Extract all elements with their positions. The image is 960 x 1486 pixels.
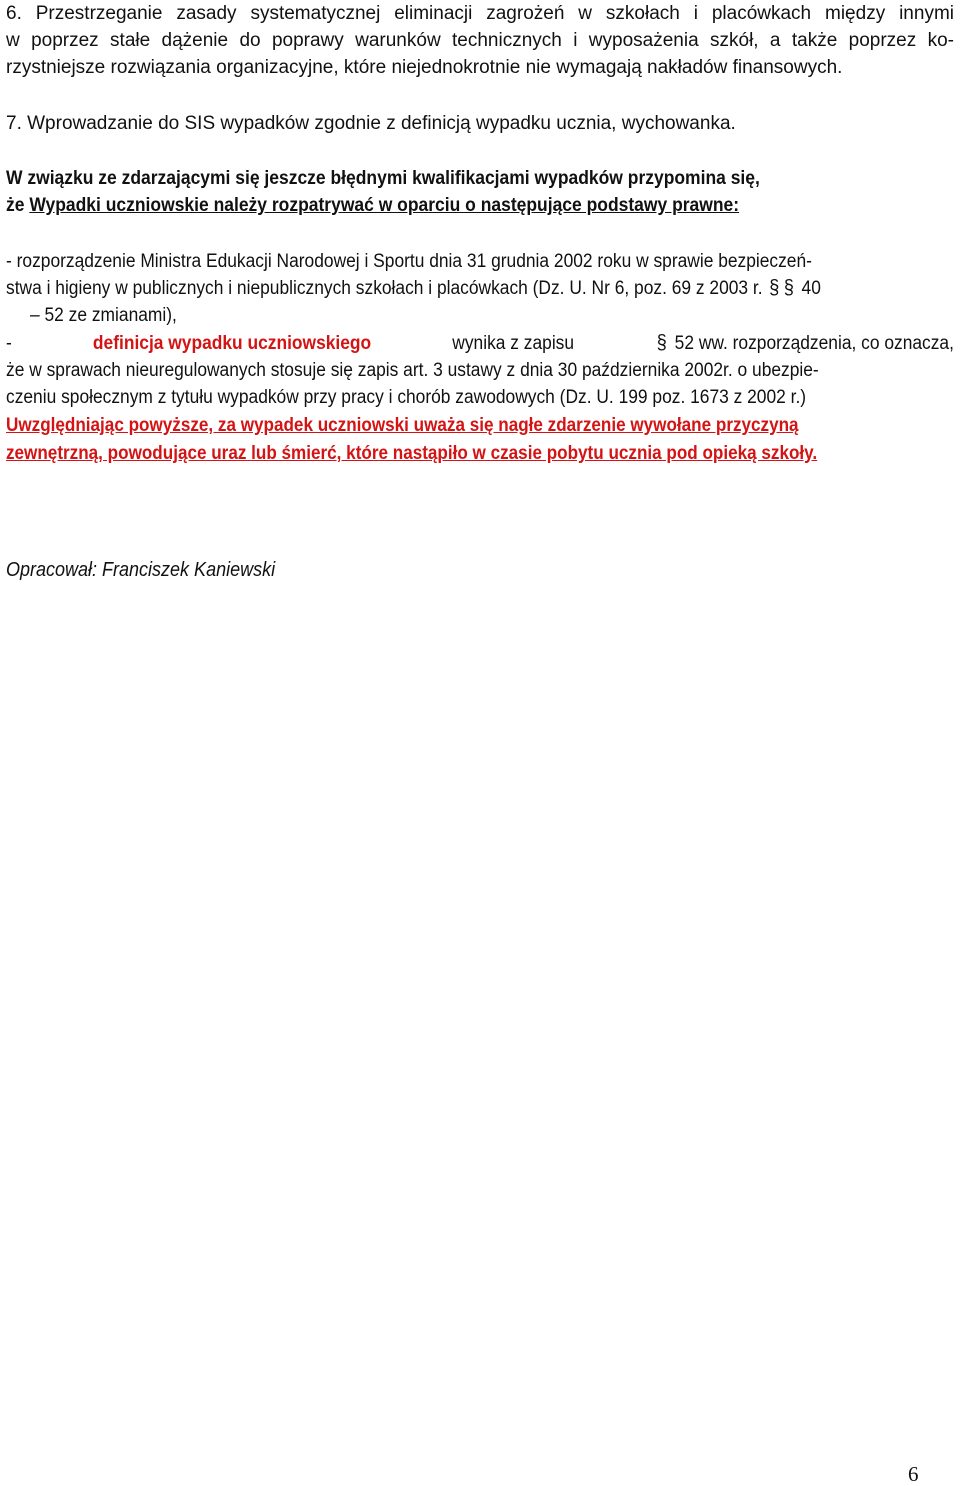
section-sign-icon xyxy=(657,332,668,354)
point-6-line-3: rzystniejsze rozwiązania organizacyjne, które niejednokrotnie nie wymagają nakładów finansowych. xyxy=(6,57,843,78)
reminder-line-1: W związku ze zdarzającymi się jeszcze błędnymi kwalifikacjami wypadków przypomina się, xyxy=(6,168,760,189)
point-6-line-2: w poprzez stałe dążenie do poprawy warunków technicznych i wyposażenia szkół, a także poprzez ko- xyxy=(6,30,954,51)
basis-1-line-1: - rozporządzenie Ministra Edukacji Narodowej i Sportu dnia 31 grudnia 2002 roku w sprawie bezpieczeń- xyxy=(6,251,812,272)
point-6-line-1: 6. Przestrzeganie zasady systematycznej eliminacji zagrożeń w szkołach i placówkach między innymi xyxy=(6,3,954,24)
page-number: 6 xyxy=(908,1462,919,1486)
svg-text:§: § xyxy=(769,277,780,299)
svg-text:§: § xyxy=(657,332,668,354)
basis-2-line-1-end: 52 ww. rozporządzenia, co oznacza, xyxy=(674,333,954,354)
conclusion-line-1: Uwzględniając powyższe, za wypadek uczniowski uważa się nagłe zdarzenie wywołane przyczyną xyxy=(6,415,799,436)
basis-1-line-2-tail: 40 xyxy=(801,278,821,299)
conclusion-line-2: zewnętrzną, powodujące uraz lub śmierć, które nastąpiło w czasie pobytu ucznia pod opieką szkoły. xyxy=(6,443,818,464)
basis-2-line-2: że w sprawach nieuregulowanych stosuje się zapis art. 3 ustawy z dnia 30 października 2002r. o ubezpie- xyxy=(6,360,819,381)
basis-2-dash: - xyxy=(6,333,12,354)
section-sign-icon xyxy=(769,277,780,299)
author-signature: Opracował: Franciszek Kaniewski xyxy=(6,559,276,581)
reminder-line-2 xyxy=(6,192,878,219)
basis-2-line-3: czeniu społecznym z tytułu wypadków przy pracy i chorób zawodowych (Dz. U. 199 poz. 1673 z 2002 r.) xyxy=(6,387,807,408)
basis-1-line-2-text: stwa i higieny w publicznych i niepublicznych szkołach i placówkach (Dz. U. Nr 6, poz. 69 z 2003 r. xyxy=(6,278,763,299)
basis-1-line-3: – 52 ze zmianami), xyxy=(30,305,177,326)
point-7: 7. Wprowadzanie do SIS wypadków zgodnie z definicją wypadku ucznia, wychowanka. xyxy=(6,113,736,134)
accident-definition-highlight: definicja wypadku uczniowskiego xyxy=(92,333,372,354)
reminder-legal-basis-underlined: Wypadki uczniowskie należy rozpatrywać w oparciu o następujące podstawy prawne: xyxy=(29,195,740,216)
basis-1-line-2 xyxy=(6,275,873,302)
basis-2-line-1 xyxy=(6,330,954,357)
section-sign-icon xyxy=(784,277,795,299)
basis-2-line-1-mid: wynika z zapisu xyxy=(452,333,575,354)
svg-text:§: § xyxy=(783,277,795,299)
reminder-prefix: że xyxy=(6,195,30,216)
